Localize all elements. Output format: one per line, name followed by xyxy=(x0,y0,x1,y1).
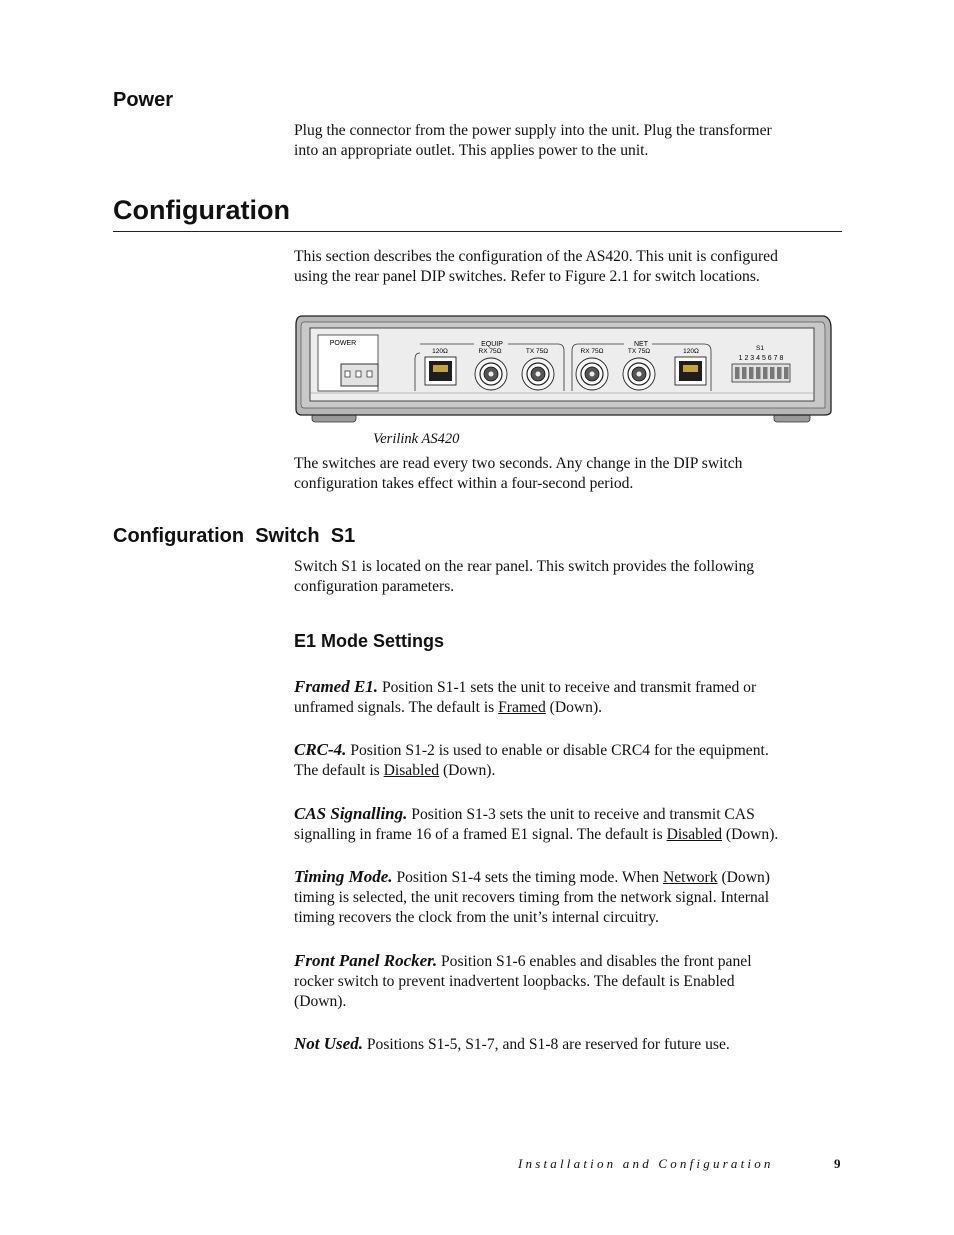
front-panel-rocker-line-1: Position S1-6 enables and disables the front panel xyxy=(437,953,752,970)
timing-mode-line-1a: Position S1-4 sets the timing mode. When xyxy=(392,869,663,886)
front-panel-rocker-item xyxy=(294,951,844,1012)
timing-mode-term: Timing Mode. xyxy=(294,867,393,886)
framed-e1-item xyxy=(294,677,844,718)
net-rx-bnc xyxy=(576,358,608,390)
equip-tx75-label: TX 75Ω xyxy=(525,348,549,355)
equip-120-label: 120Ω xyxy=(432,348,448,355)
crc4-term: CRC-4. xyxy=(294,740,347,759)
switch-s1-paragraph xyxy=(294,557,844,597)
e1-mode-heading: E1 Mode Settings xyxy=(294,631,445,651)
net-label: NET xyxy=(634,341,648,348)
switch-read-paragraph xyxy=(294,454,844,494)
crc4-item xyxy=(294,740,844,781)
not-used-term: Not Used. xyxy=(294,1034,363,1053)
timing-mode-line-3: timing recovers the clock from the unit’s internal circuitry. xyxy=(294,909,659,926)
framed-e1-line-2a: unframed signals. The default is xyxy=(294,699,499,716)
switch-read-line-2: configuration takes effect within a four-second period. xyxy=(294,475,634,492)
cas-signalling-line-2a: signalling in frame 16 of a framed E1 signal. The default is xyxy=(294,826,667,843)
cas-signalling-item xyxy=(294,804,854,845)
framed-e1-line-2b: (Down). xyxy=(545,699,603,716)
framed-e1-term: Framed E1. xyxy=(294,677,379,696)
page-number: 9 xyxy=(834,1156,841,1171)
equip-rx-bnc xyxy=(475,358,507,390)
configuration-intro-line-2: using the rear panel DIP switches. Refer to Figure 2.1 for switch locations. xyxy=(294,268,760,285)
crc4-default: Disabled xyxy=(383,762,440,779)
power-heading: Power xyxy=(113,89,174,111)
equip-label: EQUIP xyxy=(481,341,503,348)
crc4-line-2a: The default is xyxy=(294,762,384,779)
footer-section-title: Installation and Configuration xyxy=(518,1156,774,1171)
configuration-heading: Configuration xyxy=(113,195,290,225)
switch-read-line-1: The switches are read every two seconds. Any change in the DIP switch xyxy=(294,455,743,472)
heading-rule xyxy=(113,231,842,232)
front-panel-rocker-term: Front Panel Rocker. xyxy=(294,951,438,970)
cas-signalling-term: CAS Signalling. xyxy=(294,804,408,823)
net-120-label: 120Ω xyxy=(683,348,699,355)
not-used-line-1: Positions S1-5, S1-7, and S1-8 are reserved for future use. xyxy=(362,1036,730,1053)
net-tx-bnc xyxy=(623,358,655,390)
cas-signalling-default: Disabled xyxy=(666,826,722,843)
power-line-2: into an appropriate outlet. This applies power to the unit. xyxy=(294,142,649,159)
device-rear-panel-figure xyxy=(294,313,834,425)
net-tx75-label: TX 75Ω xyxy=(627,348,651,355)
s1-position-numbers: 1 2 3 4 5 6 7 8 xyxy=(738,355,784,362)
timing-mode-line-1b: (Down) xyxy=(717,869,770,886)
timing-mode-line-2: timing is selected, the unit recovers timing from the network signal. Internal xyxy=(294,889,770,906)
timing-mode-network: Network xyxy=(662,869,718,886)
not-used-item xyxy=(294,1034,844,1055)
cas-signalling-line-2b: (Down). xyxy=(722,826,779,843)
switch-s1-line-1: Switch S1 is located on the rear panel. This switch provides the following xyxy=(294,558,755,575)
configuration-intro-line-1: This section describes the configuration of the AS420. This unit is configured xyxy=(294,248,778,265)
framed-e1-line-1: Position S1-1 sets the unit to receive and transmit framed or xyxy=(378,679,757,696)
power-paragraph xyxy=(294,121,844,161)
figure-caption: Verilink AS420 xyxy=(373,431,460,447)
power-label: POWER xyxy=(329,340,357,347)
timing-mode-item xyxy=(294,867,844,928)
switch-s1-line-2: configuration parameters. xyxy=(294,578,455,595)
front-panel-rocker-line-3: (Down). xyxy=(294,993,347,1010)
net-rx75-label: RX 75Ω xyxy=(580,348,604,355)
front-panel-rocker-line-2: rocker switch to prevent inadvertent loopbacks. The default is Enabled xyxy=(294,973,735,990)
power-line-1: Plug the connector from the power supply into the unit. Plug the transformer xyxy=(294,122,772,139)
switch-s1-heading: Configuration Switch S1 xyxy=(113,525,356,547)
equip-rx75-label: RX 75Ω xyxy=(478,348,502,355)
framed-e1-default: Framed xyxy=(498,699,546,716)
configuration-intro xyxy=(294,247,844,287)
s1-label: S1 xyxy=(756,345,764,352)
equip-tx-bnc xyxy=(522,358,554,390)
cas-signalling-line-1: Position S1-3 sets the unit to receive and transmit CAS xyxy=(407,806,755,823)
s1-dip-switch xyxy=(732,364,790,382)
crc4-line-1: Position S1-2 is used to enable or disable CRC4 for the equipment. xyxy=(346,742,769,759)
crc4-line-2b: (Down). xyxy=(439,762,496,779)
